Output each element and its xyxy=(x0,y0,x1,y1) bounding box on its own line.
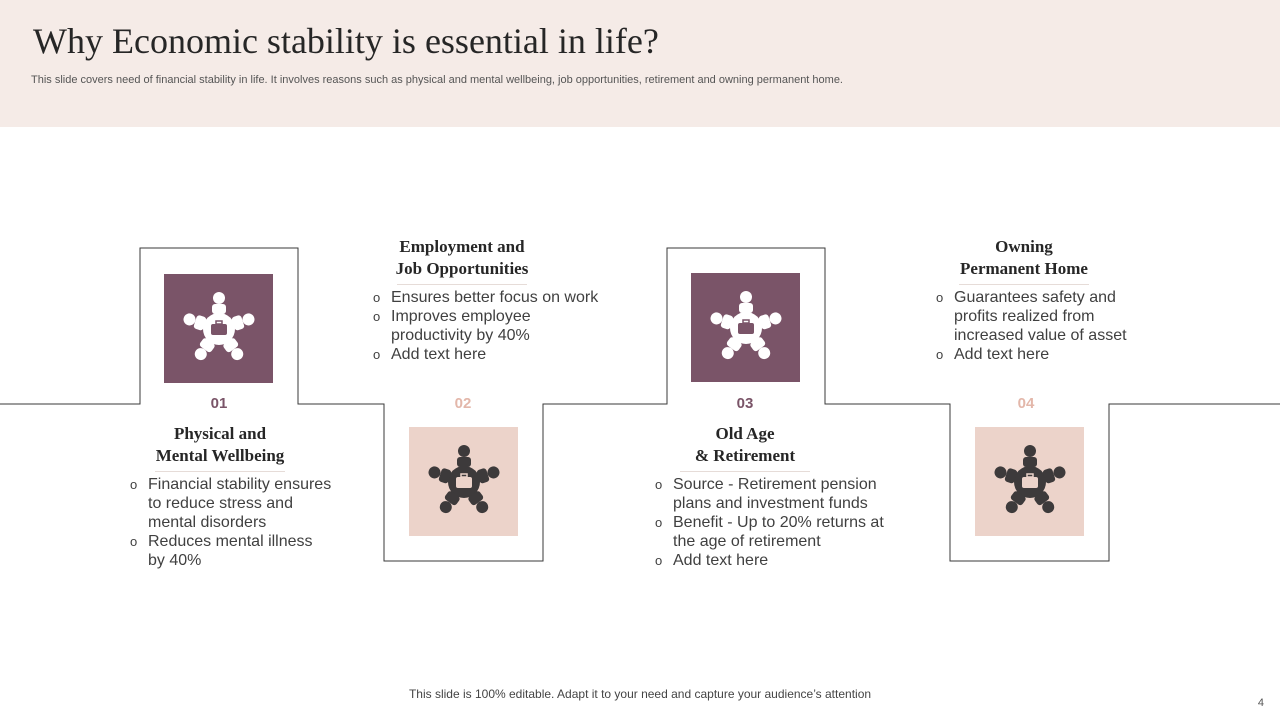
team-briefcase-icon xyxy=(990,442,1070,522)
step-2-icon-tile xyxy=(409,427,518,536)
step-3-bullet: o Add text here xyxy=(655,551,884,570)
step-2-heading-line1: Employment and xyxy=(399,237,525,256)
step-2-heading-line2: Job Opportunities xyxy=(395,259,529,278)
step-4-bullets xyxy=(936,288,1127,364)
step-2-bullet: o Improves employee xyxy=(373,307,598,326)
team-briefcase-icon xyxy=(424,442,504,522)
step-1-number: 01 xyxy=(210,395,228,412)
step-2-bullet: o Ensures better focus on work xyxy=(373,288,598,307)
page-number: 4 xyxy=(1257,697,1264,709)
step-1-heading-line2: Mental Wellbeing xyxy=(155,446,285,465)
step-3-heading-line2: & Retirement xyxy=(694,446,796,465)
step-4-heading-line1: Owning xyxy=(995,237,1053,256)
step-3-bullet: o Source - Retirement pension xyxy=(655,475,884,494)
step-1-bullet: o Reduces mental illness xyxy=(130,532,331,551)
step-4-heading-line2: Permanent Home xyxy=(960,259,1088,278)
step-3-heading-line1: Old Age xyxy=(715,424,775,443)
step-2-bullets xyxy=(373,288,598,364)
step-3-bullet: o Benefit - Up to 20% returns at xyxy=(655,513,884,532)
step-1-heading-line1: Physical and xyxy=(173,424,267,443)
step-4-bullet: increased value of asset xyxy=(954,327,1127,344)
step-2-bullet: o Add text here xyxy=(373,345,598,364)
step-1-bullet: by 40% xyxy=(148,552,202,569)
step-4-number: 04 xyxy=(1017,395,1035,412)
step-4-heading xyxy=(914,236,1134,285)
slide-subtitle: This slide covers need of financial stability in life. It involves reasons such as physical and mental wellbeing, job opportunities, retirement and owning permanent home. xyxy=(31,74,843,86)
step-3-bullet: the age of retirement xyxy=(673,533,821,550)
step-3-number: 03 xyxy=(736,395,754,412)
step-1-icon-tile xyxy=(164,274,273,383)
footer-note: This slide is 100% editable. Adapt it to your need and capture your audience’s attention xyxy=(408,687,872,701)
step-3-bullet: plans and investment funds xyxy=(673,495,868,512)
team-briefcase-icon xyxy=(179,289,259,369)
step-1-bullet: to reduce stress and xyxy=(148,495,293,512)
step-2-heading xyxy=(352,236,572,285)
step-4-bullet: profits realized from xyxy=(954,308,1095,325)
step-4-bullet: o Add text here xyxy=(936,345,1127,364)
slide-title: Why Economic stability is essential in life? xyxy=(33,21,659,61)
step-3-heading xyxy=(635,423,855,472)
step-1-bullet: o Financial stability ensures xyxy=(130,475,331,494)
step-4-bullet: o Guarantees safety and xyxy=(936,288,1127,307)
step-3-icon-tile xyxy=(691,273,800,382)
step-1-heading xyxy=(110,423,330,472)
step-1-bullets xyxy=(130,475,331,570)
step-2-bullet: productivity by 40% xyxy=(391,327,530,344)
step-2-number: 02 xyxy=(454,395,472,412)
step-4-icon-tile xyxy=(975,427,1084,536)
step-3-bullets xyxy=(655,475,884,570)
team-briefcase-icon xyxy=(706,288,786,368)
step-1-bullet: mental disorders xyxy=(148,514,267,531)
